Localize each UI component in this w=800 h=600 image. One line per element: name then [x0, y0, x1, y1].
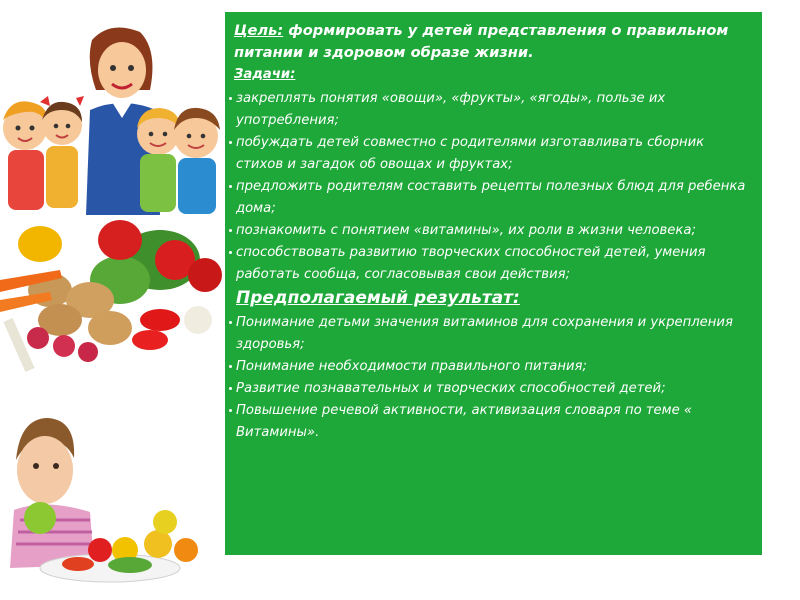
list-item: Понимание необходимости правильного питания;	[229, 356, 752, 378]
teacher-children-illustration	[0, 10, 222, 215]
list-item: Повышение речевой активности, активизация словаря по теме « Витамины».	[229, 400, 752, 444]
list-item: Развитие познавательных и творческих способностей детей;	[229, 378, 752, 400]
tasks-list	[229, 88, 752, 286]
child-figure	[137, 108, 180, 212]
list-item: предложить родителям составить рецепты полезных блюд для ребенка дома;	[229, 176, 752, 220]
goal	[229, 20, 752, 64]
list-item: Понимание детьми значения витаминов для сохранения и укрепления здоровья;	[229, 312, 752, 356]
vegetables-photo	[0, 220, 222, 388]
info-panel	[225, 12, 762, 555]
child-figure	[3, 101, 47, 210]
goal-text: формировать у детей представления о правильном питании и здоровом образе жизни.	[234, 22, 729, 61]
child-figure	[40, 96, 84, 208]
list-item: способствовать развитию творческих способностей детей, умения работать сообща, согласовывая свои действия;	[229, 242, 752, 286]
list-item: закреплять понятия «овощи», «фрукты», «ягоды», пользе их употребления;	[229, 88, 752, 132]
list-item: познакомить с понятием «витамины», их роли в жизни человека;	[229, 220, 752, 242]
result-title: Предполагаемый результат:	[236, 288, 520, 308]
child-figure	[174, 108, 220, 214]
tasks-title: Задачи:	[234, 67, 296, 82]
results-list	[229, 312, 752, 444]
list-item: побуждать детей совместно с родителями изготавливать сборник стихов и загадок об овощах и фруктах;	[229, 132, 752, 176]
child-eating-apple-photo	[0, 400, 222, 595]
goal-label: Цель:	[234, 22, 284, 39]
